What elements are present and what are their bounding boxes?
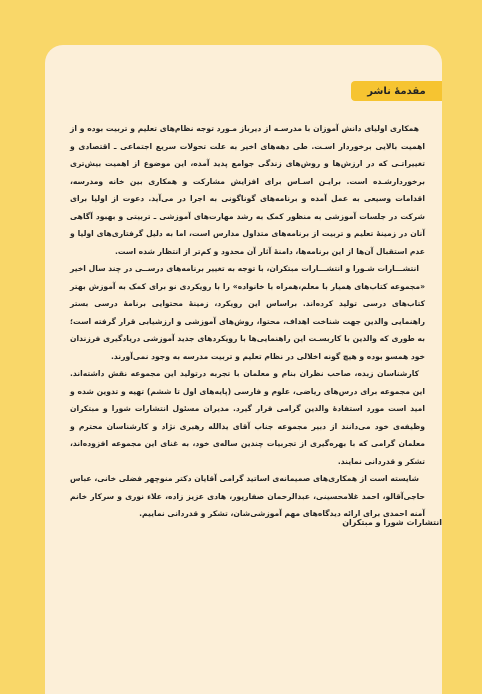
page-title: مقدمهٔ ناشر (367, 85, 426, 97)
paragraph: انتشـــارات شـورا و انتشـــارات مبتکران، با توجه به تغییر برنامه‌های درســی در چند سال اخیر «مجموعه کتاب‌های همیار با معلم،همراه با خانواده» را با رویکردی نو برای کمک به آموزش بهتر کتاب‌های درسی تولید کرده‌اند. براساس این رویکرد، زمینهٔ محتوایی برنامهٔ درسی بستر راهنمایی والدین جهت شناخت اهداف، محتوا، روش‌های آموزشی و ارزشیابی قرار گرفته است؛ به طوری که والدین با کاربسـت این راهنمایی‌ها با رویکردهای جدید آموزشی دریادگیری فرزندان خود همسو بوده و هیچ گونه اخلالی در نظام تعلیم و تربیت مدرسه به وجود نمی‌آورند. (70, 264, 425, 361)
paragraph: شایسته است از همکاری‌های صمیمانه‌ی اساتید گرامی آقایان دکتر منوچهر فضلی خانی، عباس حاجی‌آقالو، احمد غلامحسینی، عبدالرحمان صفارپور، هادی عزیز زاده، علاء نوری و سرکار خانم آمنه احمدی برای ارائه دیدگاه‌های مهم آموزشی‌شان، تشکر و قدردانی نماییم. (70, 474, 425, 518)
paragraph: کارشناسان زبده، صاحب نظران بنام و معلمان با تجربه درتولید این مجموعه نقش داشته‌اند. این مجموعه برای درس‌های ریاضی، علوم و فارسی (پایه‌های اول تا ششم) تهیه و تدوین شده و امید است مورد استفادهٔ والدین گرامی قرار گیرد. مدیران مسئول انتشارات شورا و مبتکران وظیفه‌ی خود می‌دانند از دبیر مجموعه جناب آقای یدالله رهبری نژاد و کارشناسان محترم و معلمان گرامی که با بهره‌گیری از تجربیات چندین ساله‌ی خود، به غنای این مجموعه افزوده‌اند، تشکر و قدردانی نمایند. (70, 369, 425, 466)
publisher-signature: انتشارات شورا و مبتکران (342, 518, 442, 527)
body-text (70, 120, 425, 523)
title-tab (351, 81, 442, 101)
paragraph: همکاری اولیای دانش آموزان با مدرسـه از دیرباز مـورد توجه نظام‌های تعلیم و تربیت بوده و از اهمیت بالایی برخوردار اسـت. طی دهه‌های اخیر به علت تحولات سریع اجتماعی ـ اقتصادی و تغییراتـی که در ارزش‌ها و روش‌های زندگی جوامع پدید آمده، این موضوع از اهمیت بیش‌تری برخوردارشـده است. برایـن اسـاس برای افزایش مشارکت و همکاری بین خانه ومدرسه، اقدامات وسیعی به عمل آمده و برنامه‌های گوناگونی به اجرا در می‌آید. دعوت از اولیا برای شرکت در جلسات آموزشی به منظور کمک به رشد مهارت‌های آموزشی ـ تربیتی و بهبود آگاهی آنان در زمینهٔ تعلیم و تربیت از برنامه‌های متداول مدارس است، اما به دلیل گرفتاری‌های اولیا و عدم استقبال آن‌ها از این برنامه‌ها، دامنهٔ آثار آن محدود و کم‌تر از انتظار شده است. (70, 124, 425, 256)
